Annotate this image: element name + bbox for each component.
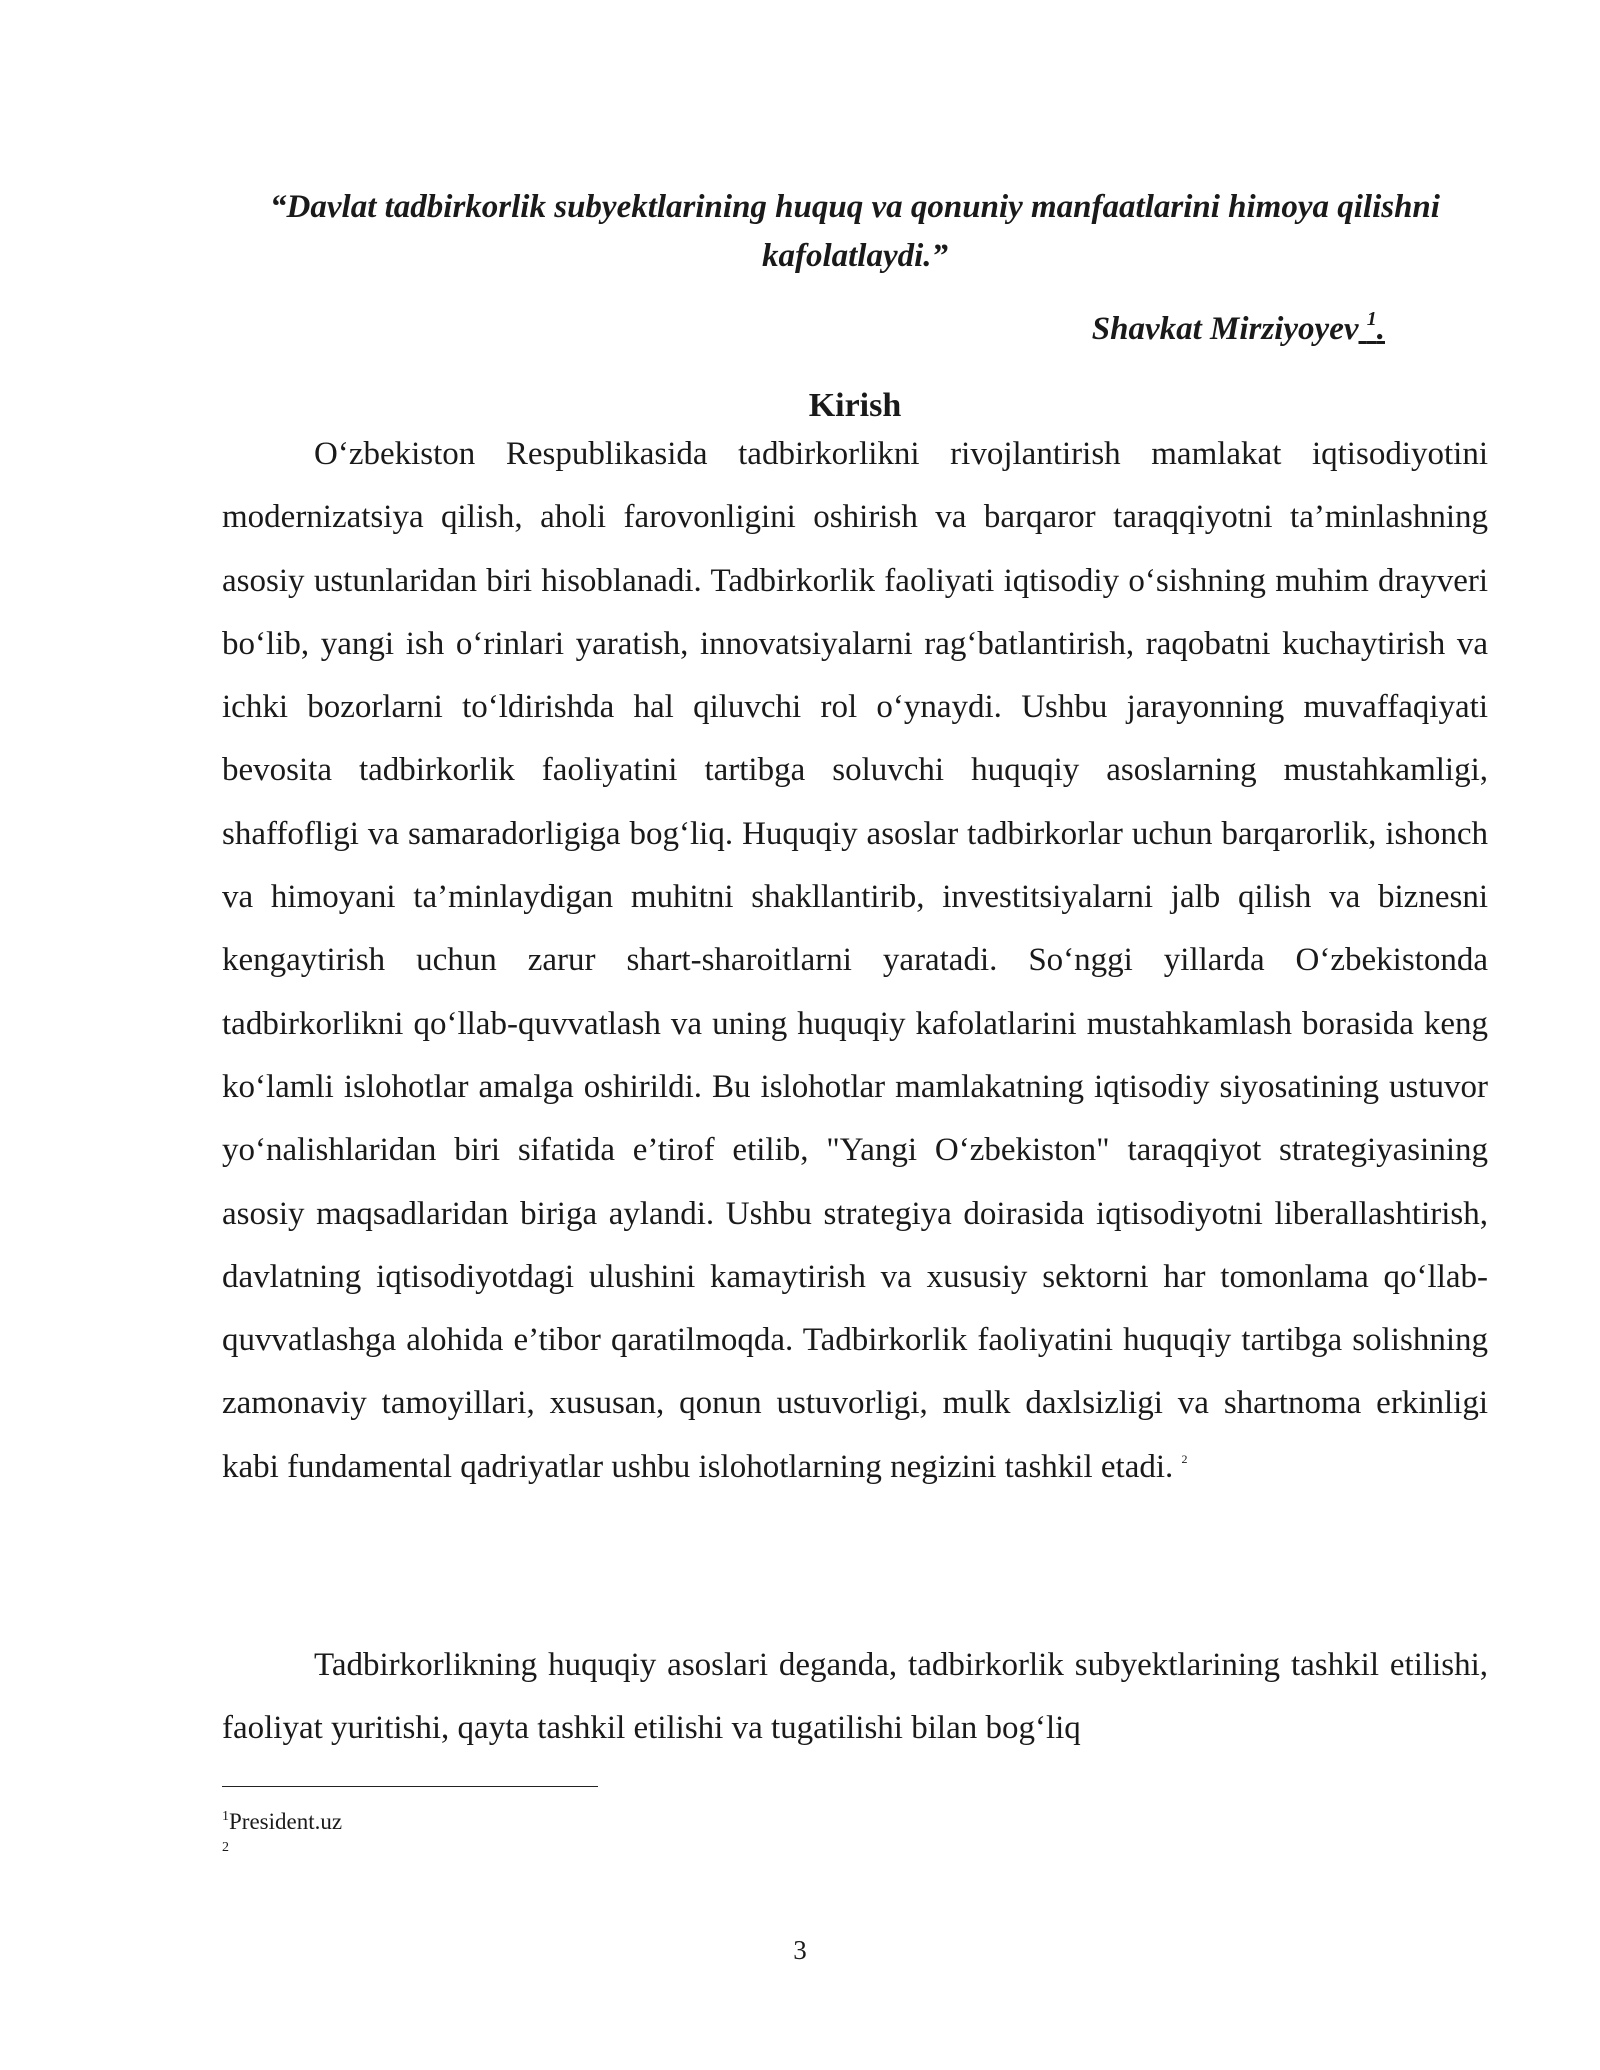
paragraph-1-text: O‘zbekiston Respublikasida tadbirkorlikni rivojlantirish mamlakat iqtisodiyotini modernizatsiya qilish, aholi farovonligini oshirish va barqaror taraqqiyotni ta’minlashning asosiy ustunlaridan biri hisoblanadi. Tadbirkorlik faoliyati iqtisodiy o‘sishning muhim drayveri bo‘lib, yangi ish o‘rinlari yaratish, innovatsiyalarni rag‘batlantirish, raqobatni kuchaytirish va ichki bozorlarni to‘ldirishda hal qiluvchi rol o‘ynaydi. Ushbu jarayonning muvaffaqiyati bevosita tadbirkorlik faoliyatini tartibga soluvchi huquqiy asoslarning mustahkamligi, shaffofligi va samaradorligiga bog‘liq. Huquqiy asoslar tadbirkorlar uchun barqarorlik, ishonch va himoyani ta’minlaydigan muhitni shakllantirib, investitsiyalarni jalb qilish va biznesni kengaytirish uchun zarur shart-sharoitlarni yaratadi. So‘nggi yillarda O‘zbekistonda tadbirkorlikni qo‘llab-quvvatlash va uning huquqiy kafolatlarini mustahkamlash borasida keng ko‘lamli islohotlar amalga oshirildi. Bu islohotlar mamlakatning iqtisodiy siyosatining ustuvor yo‘nalishlaridan biri sifatida e’tirof etilib, "Yangi O‘zbekiston" taraqqiyot strategiyasining asosiy maqsadlaridan biriga aylandi. Ushbu strategiya doirasida iqtisodiyotni liberallashtirish, davlatning iqtisodiyotdagi ulushini kamaytirish va xususiy sektorni har tomonlama qo‘llab-quvvatlashga alohida e’tibor qaratilmoqda. Tadbirkorlik faoliyatini huquqiy tartibga solishning zamonaviy tamoyillari, xususan, qonun ustuvorligi, mulk daxlsizligi va shartnoma erkinligi kabi fundamental qadriyatlar ushbu islohotlarning negizini tashkil etadi. [222,436,1488,1485]
page-number: 3 [793,1935,807,1965]
epigraph-author [900,309,1385,349]
author-name: Shavkat Mirziyoyev [1091,311,1359,347]
footnote-reference-number: 1 [1366,308,1377,330]
body-paragraph-1 [222,423,1488,1499]
epigraph-quote: “Davlat tadbirkorlik subyektlarining huquq va qonuniy manfaatlarini himoya qilishni kafolatlaydi.” [270,189,1440,274]
footnote-reference-1[interactable] [1359,308,1386,347]
footnote-separator [222,1786,598,1787]
footnote-number: 2 [222,1840,229,1855]
body-paragraph-2: Tadbirkorlikning huquqiy asoslari deganda, tadbirkorlik subyektlarining tashkil etilishi, faoliyat yuritishi, qayta tashkil etilishi va tugatilishi bilan bog‘liq [222,1647,1488,1747]
footnote-reference-suffix: . [1376,311,1385,347]
section-title: Kirish [808,387,902,424]
footnote-number: 1 [222,1809,229,1824]
footnote-reference-2[interactable]: 2 [1181,1451,1188,1466]
footnote-text[interactable]: President.uz [229,1809,343,1834]
footnotes-area [222,1808,1022,1858]
